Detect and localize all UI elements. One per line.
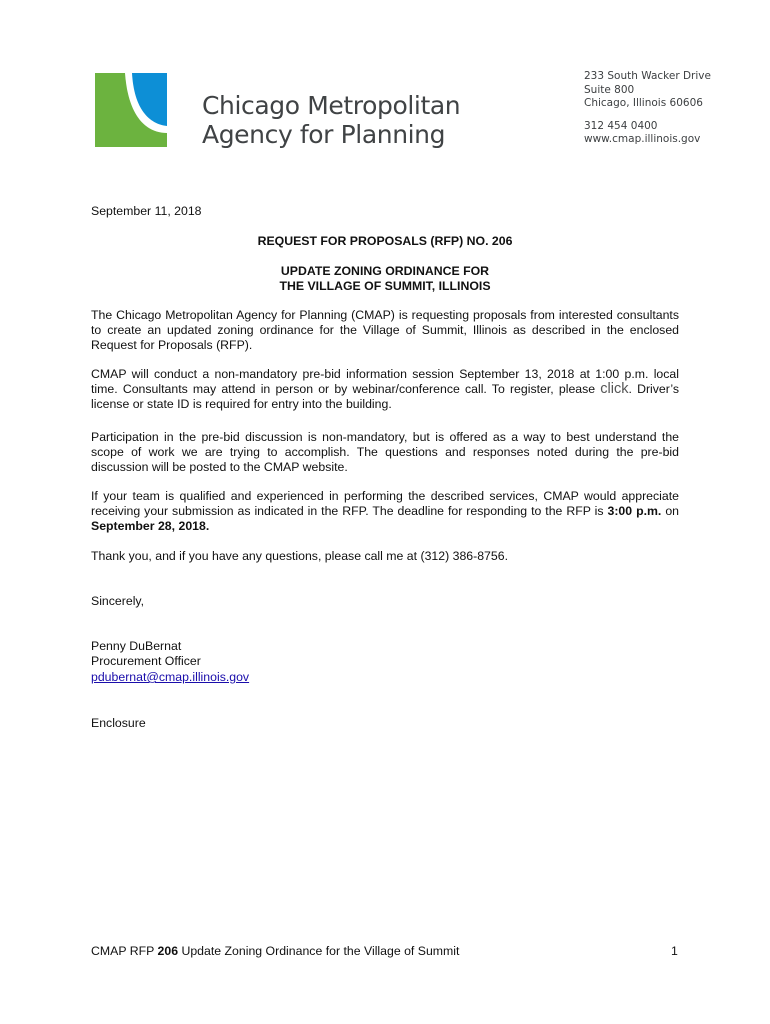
address-block bbox=[584, 70, 711, 147]
org-name-line1: Chicago Metropolitan bbox=[202, 91, 461, 120]
page-number: 1 bbox=[671, 944, 678, 958]
org-name bbox=[202, 91, 460, 149]
paragraph-deadline bbox=[91, 489, 679, 534]
rfp-title: REQUEST FOR PROPOSALS (RFP) NO. 206 bbox=[257, 234, 513, 248]
deadline-text: If your team is qualified and experienced in performing the described services, CMAP would appreciate receiving your submission as indicated in the RFP. The deadline for responding to the RFP is bbox=[91, 489, 679, 518]
prebid-text-after: . Driver’s license or state ID is required for entry into the building. bbox=[91, 382, 679, 411]
cmap-logo-icon bbox=[95, 73, 167, 147]
paragraph-intro: The Chicago Metropolitan Agency for Planning (CMAP) is requesting proposals from interested consultants to create an updated zoning ordinance for the Village of Summit, Illinois as described in the enclosed Request for Proposals (RFP). bbox=[91, 308, 679, 352]
rfp-subject-line2: THE VILLAGE OF SUMMIT, ILLINOIS bbox=[279, 279, 491, 293]
prebid-text-before: CMAP will conduct a non-mandatory pre-bid information session September 13, 2018 at 1:00 p.m. local time. Consultants may attend in person or by webinar/conference call. To register, please bbox=[91, 367, 679, 396]
rfp-subject bbox=[91, 264, 679, 294]
register-click-link[interactable]: click bbox=[600, 381, 629, 397]
address-suite: Suite 800 bbox=[584, 83, 635, 96]
phone-number: 312 454 0400 bbox=[584, 119, 658, 132]
signer-email-link[interactable]: pdubernat@cmap.illinois.gov bbox=[91, 670, 250, 684]
org-name-line2: Agency for Planning bbox=[202, 120, 446, 149]
closing-salutation: Sincerely, bbox=[91, 594, 145, 608]
signer-name: Penny DuBernat bbox=[91, 639, 182, 653]
deadline-on: on bbox=[661, 504, 679, 518]
address-city: Chicago, Illinois 60606 bbox=[584, 97, 703, 109]
rfp-subject-line1: UPDATE ZONING ORDINANCE FOR bbox=[280, 264, 490, 278]
footer-suffix: Update Zoning Ordinance for the Village of Summit bbox=[178, 944, 460, 958]
footer-prefix: CMAP RFP bbox=[91, 944, 158, 958]
deadline-time: 3:00 p.m. bbox=[607, 504, 662, 518]
footer-rfp-number: 206 bbox=[157, 944, 179, 958]
paragraph-thanks: Thank you, and if you have any questions, please call me at (312) 386-8756. bbox=[91, 549, 508, 563]
signer-title: Procurement Officer bbox=[91, 654, 201, 668]
address-street: 233 South Wacker Drive bbox=[584, 70, 711, 82]
paragraph-prebid-session bbox=[91, 367, 679, 412]
letter-date: September 11, 2018 bbox=[91, 204, 202, 218]
website-url: www.cmap.illinois.gov bbox=[584, 133, 701, 145]
deadline-date: September 28, 2018. bbox=[91, 519, 210, 533]
page-footer bbox=[91, 944, 459, 958]
enclosure-note: Enclosure bbox=[91, 716, 146, 730]
paragraph-participation: Participation in the pre-bid discussion is non-mandatory, but is offered as a way to best understand the scope of work we are trying to accomplish. The questions and responses noted during the pre-bid discussion will be posted to the CMAP website. bbox=[91, 430, 679, 474]
